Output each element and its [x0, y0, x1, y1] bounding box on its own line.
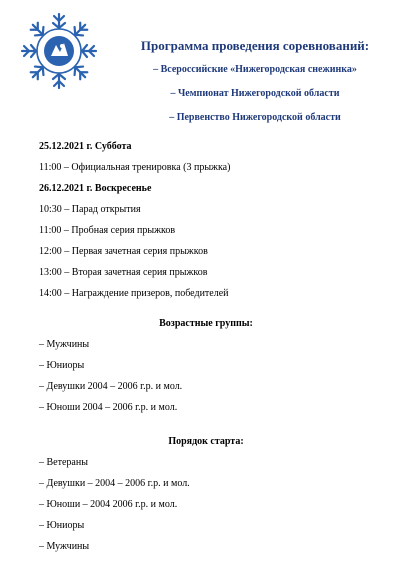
schedule-item: 11:00 – Пробная серия прыжков [39, 225, 176, 236]
list-item: – Ветераны [39, 457, 88, 468]
schedule-item: 12:00 – Первая зачетная серия прыжков [39, 246, 208, 257]
list-item: – Юниоры [39, 520, 85, 531]
schedule [39, 140, 379, 308]
document-title: Программа проведения соревнований: [140, 38, 370, 53]
age-groups-title: Возрастные группы: [159, 318, 253, 329]
list-item: – Мужчины [39, 339, 90, 350]
age-groups-list [39, 338, 379, 422]
list-item: – Мужчины [39, 541, 90, 552]
list-item: – Девушки – 2004 – 2006 г.р. и мол. [39, 478, 190, 489]
start-order-title: Порядок старта: [168, 436, 244, 447]
schedule-item: 10:30 – Парад открытия [39, 204, 141, 215]
schedule-item: 11:00 – Официальная тренировка (3 прыжка) [39, 162, 231, 173]
list-item: – Девушки 2004 – 2006 г.р. и мол. [39, 381, 183, 392]
schedule-item: 13:00 – Вторая зачетная серия прыжков [39, 267, 208, 278]
competition-line: – Первенство Нижегородской области [169, 112, 341, 123]
schedule-day-date: 25.12.2021 г. Суббота [39, 141, 132, 152]
schedule-day-date: 26.12.2021 г. Воскресенье [39, 183, 152, 194]
list-item: – Юниоры [39, 360, 85, 371]
list-item: – Юноши 2004 – 2006 г.р. и мол. [39, 402, 178, 413]
competition-line: – Чемпионат Нижегородской области [170, 88, 340, 99]
list-item: – Юноши – 2004 2006 г.р. и мол. [39, 499, 178, 510]
start-order-list [39, 456, 379, 561]
snowflake-emblem-icon [20, 12, 98, 90]
competition-line: – Всероссийские «Нижегородская снежинка» [153, 64, 357, 75]
document-header [110, 38, 400, 136]
schedule-item: 14:00 – Награждение призеров, победителей [39, 288, 229, 299]
